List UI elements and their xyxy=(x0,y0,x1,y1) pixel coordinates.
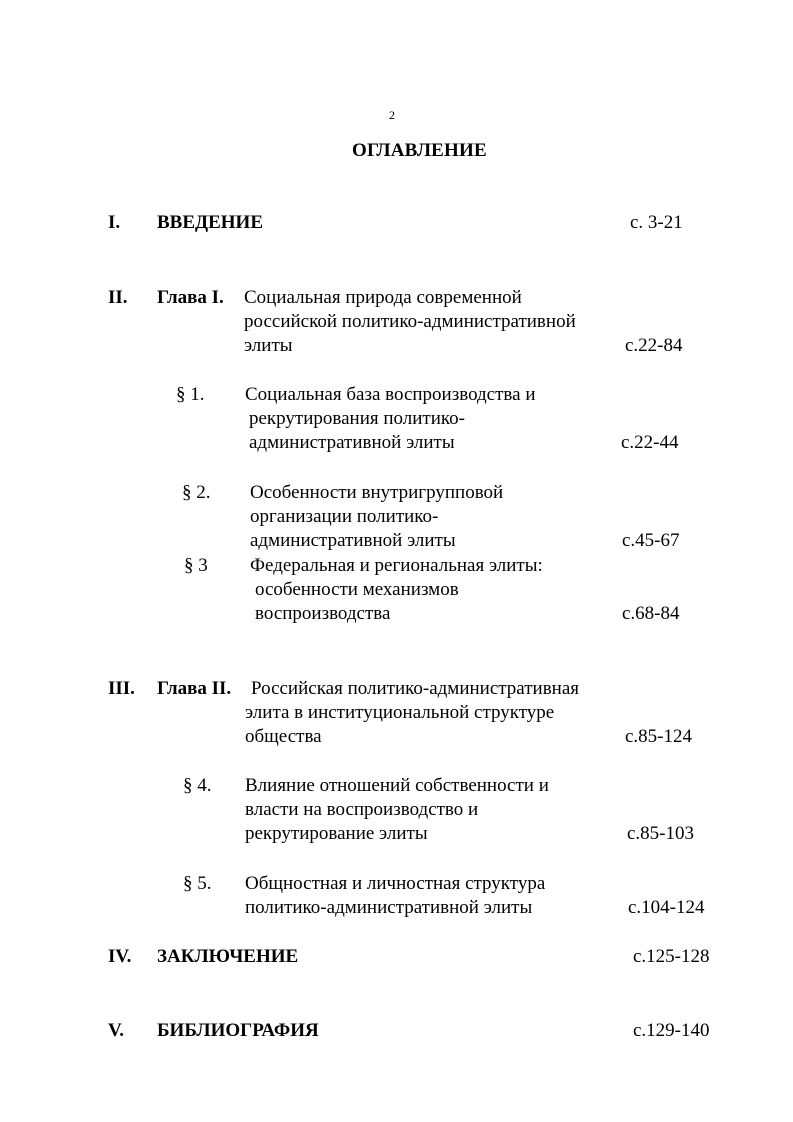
entry-numeral: III. xyxy=(108,678,135,699)
section-title-line: Социальная база воспроизводства и xyxy=(245,384,536,405)
chapter-prefix: Глава I. xyxy=(157,287,224,308)
section-title-line: власти на воспроизводство и xyxy=(245,799,479,820)
entry-numeral: I. xyxy=(108,212,121,233)
section-title-line: Особенности внутригрупповой xyxy=(250,482,504,503)
entry-numeral: V. xyxy=(108,1020,125,1041)
section-pages: с.22-44 xyxy=(621,432,679,453)
section-title-line: рекрутирование элиты xyxy=(245,823,428,844)
chapter-title-line: элита в институциональной структуре xyxy=(245,702,555,723)
section-title-line: Влияние отношений собственности и xyxy=(245,775,549,796)
entry-pages: с.85-124 xyxy=(625,726,693,747)
section-pages: с.45-67 xyxy=(622,530,680,551)
entry-numeral: II. xyxy=(108,287,128,308)
page-number: 2 xyxy=(389,108,395,122)
section-marker: § 1. xyxy=(176,384,205,405)
entry-pages: с. 3-21 xyxy=(630,212,683,233)
section-title-line: рекрутирования политико- xyxy=(249,408,465,429)
section-marker: § 2. xyxy=(182,482,211,503)
entry-label: ЗАКЛЮЧЕНИЕ xyxy=(157,946,299,967)
section-title-line: Общностная и личностная структура xyxy=(245,873,546,894)
section-pages: с.85-103 xyxy=(627,823,695,844)
section-pages: с.104-124 xyxy=(628,897,705,918)
section-pages: с.68-84 xyxy=(622,603,680,624)
chapter-title-line: Российская политико-административная xyxy=(251,678,580,699)
section-marker: § 5. xyxy=(183,873,212,894)
section-title-line: организации политико- xyxy=(250,506,439,527)
section-title-line: политико-административной элиты xyxy=(245,897,533,918)
chapter-title-line: общества xyxy=(245,726,322,747)
chapter-title-line: Социальная природа современной xyxy=(244,287,522,308)
chapter-prefix: Глава II. xyxy=(157,678,232,699)
section-title-line: Федеральная и региональная элиты: xyxy=(250,555,543,576)
section-title-line: воспроизводства xyxy=(255,603,391,624)
section-marker: § 4. xyxy=(183,775,212,796)
document-title: ОГЛАВЛЕНИЕ xyxy=(352,140,487,161)
entry-pages: с.22-84 xyxy=(625,335,683,356)
entry-label: БИБЛИОГРАФИЯ xyxy=(157,1020,319,1041)
chapter-title-line: российской политико-административной xyxy=(244,311,576,332)
section-title-line: административной элиты xyxy=(249,432,455,453)
chapter-title-line: элиты xyxy=(244,335,293,356)
entry-label: ВВЕДЕНИЕ xyxy=(157,212,263,233)
section-title-line: особенности механизмов xyxy=(255,579,459,600)
section-title-line: административной элиты xyxy=(250,530,456,551)
entry-pages: с.125-128 xyxy=(633,946,710,967)
entry-pages: с.129-140 xyxy=(633,1020,710,1041)
section-marker: § 3 xyxy=(184,555,208,576)
entry-numeral: IV. xyxy=(108,946,132,967)
